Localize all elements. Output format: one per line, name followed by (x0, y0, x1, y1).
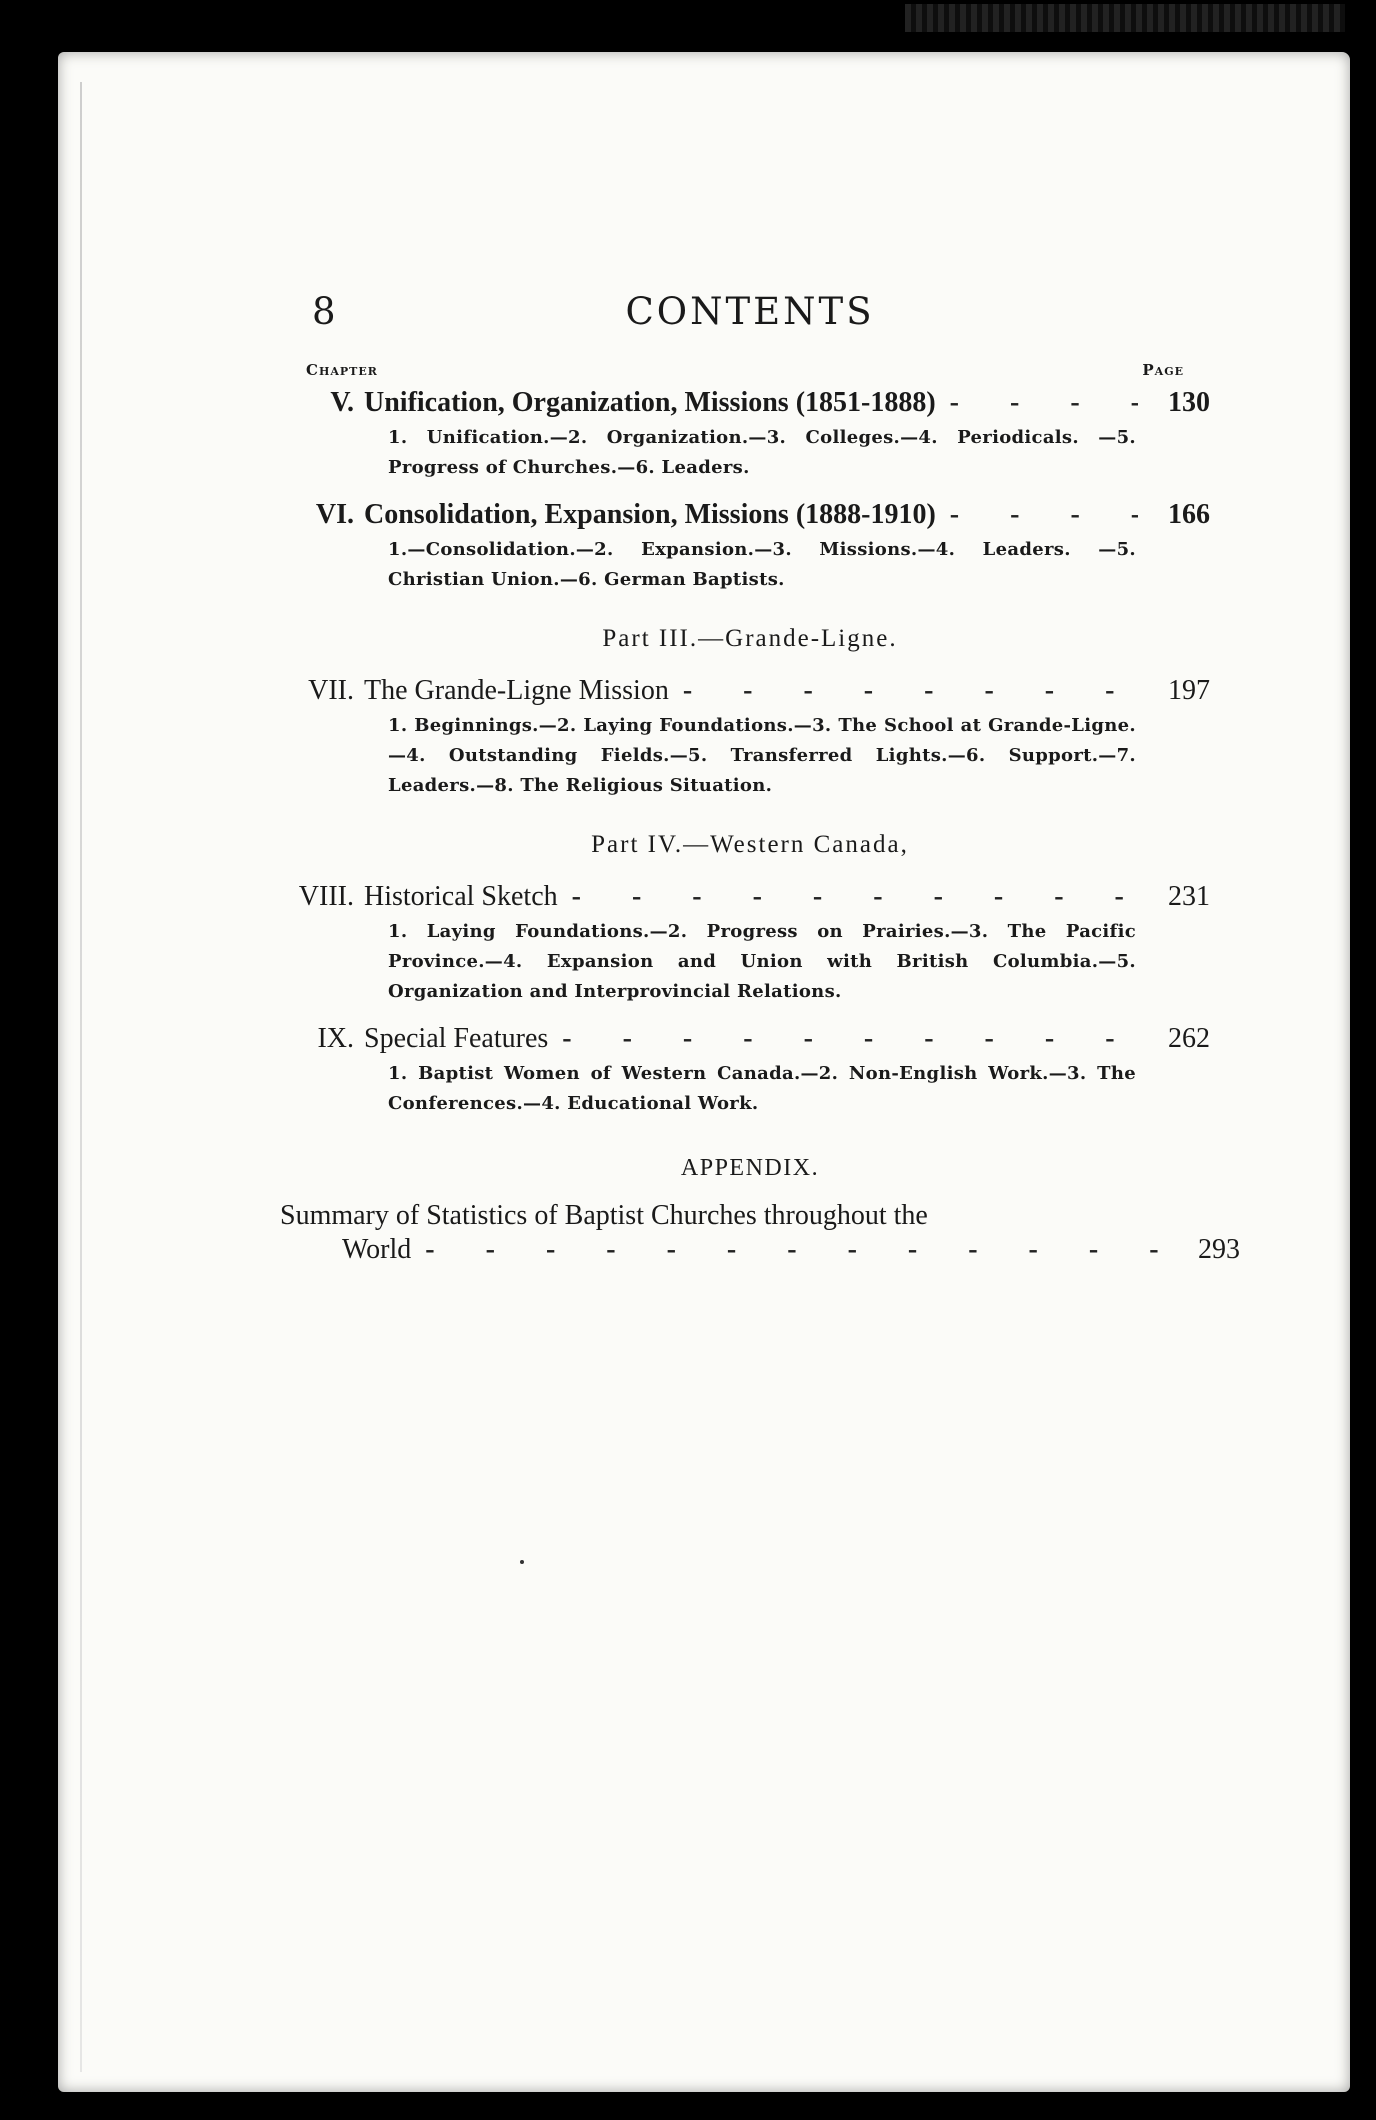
chapter-sections: 1. Laying Foundations.—2. Progress on Prairies.—3. The Pacific Province.—4. Expansion and Union with British Columbia.—5. Organization and Interprovincial Relations. (388, 921, 1136, 1002)
chapter-page: 231 (1168, 881, 1210, 912)
appendix-heading: APPENDIX. (680, 1155, 820, 1181)
chapter-number: V. (330, 387, 354, 418)
chapter-title: Historical Sketch (364, 881, 558, 912)
dot-leader (950, 387, 1138, 419)
chapter-sections: 1. Baptist Women of Western Canada.—2. Non-English Work.—3. The Conferences.—4. Educational Work. (388, 1063, 1136, 1114)
page-gutter (80, 82, 82, 2072)
appendix-title-line: Summary of Statistics of Baptist Churches throughout the (280, 1200, 928, 1231)
part-heading-iv: Part IV.—Western Canada, (591, 831, 909, 858)
contents-body (280, 285, 1240, 1266)
appendix-title-end: World (342, 1234, 412, 1265)
dot-leader (950, 499, 1138, 531)
chapter-number: VIII. (298, 881, 354, 912)
chapter-sections: 1. Unification.—2. Organization.—3. Colleges.—4. Periodicals. —5. Progress of Churches.—6. Leaders. (388, 427, 1136, 478)
chapter-number: VII. (308, 675, 354, 706)
appendix-page: 293 (1198, 1234, 1240, 1265)
chapter-number: IX. (317, 1023, 354, 1054)
toc-entry-vii[interactable] (290, 675, 1210, 707)
column-headings (290, 353, 1210, 383)
chapter-title: Special Features (364, 1023, 549, 1054)
toc-entry-viii[interactable] (290, 881, 1210, 913)
chapter-page: 262 (1168, 1023, 1210, 1054)
chapter-title: Unification, Organization, Missions (1851-1888) (364, 387, 936, 418)
page-title: CONTENTS (625, 290, 875, 333)
dot-leader (425, 1234, 1168, 1266)
chapter-page: 197 (1168, 675, 1210, 706)
chapter-sections: 1. Beginnings.—2. Laying Foundations.—3. The School at Grande-Ligne.—4. Outstanding Fields.—5. Transferred Lights.—6. Support.—7. Leaders.—8. The Religious Situation. (388, 715, 1136, 796)
chapter-page: 130 (1168, 387, 1210, 418)
chapter-title: The Grande-Ligne Mission (364, 675, 669, 706)
chapter-column-label: Chapter (306, 361, 378, 379)
chapter-page: 166 (1168, 499, 1210, 530)
dot-leader (562, 1023, 1138, 1055)
scan-edge (905, 4, 1345, 32)
toc-entry-ix[interactable] (290, 1023, 1210, 1055)
page-number: 8 (312, 290, 336, 333)
chapter-sections: 1.—Consolidation.—2. Expansion.—3. Missions.—4. Leaders. —5. Christian Union.—6. German Baptists. (388, 539, 1136, 590)
appendix-last-line (280, 1234, 1240, 1266)
page-column-label: Page (1142, 361, 1184, 379)
toc-entry-v[interactable] (290, 387, 1210, 419)
ink-speck (520, 1560, 524, 1564)
toc-entry-vi[interactable] (290, 499, 1210, 531)
appendix-entry[interactable] (280, 1200, 1240, 1266)
part-heading-iii: Part III.—Grande-Ligne. (602, 625, 898, 652)
chapter-number: VI. (315, 499, 354, 530)
chapter-title: Consolidation, Expansion, Missions (1888-1910) (364, 499, 936, 530)
dot-leader (572, 881, 1138, 913)
dot-leader (683, 675, 1138, 707)
running-head (290, 285, 1210, 345)
